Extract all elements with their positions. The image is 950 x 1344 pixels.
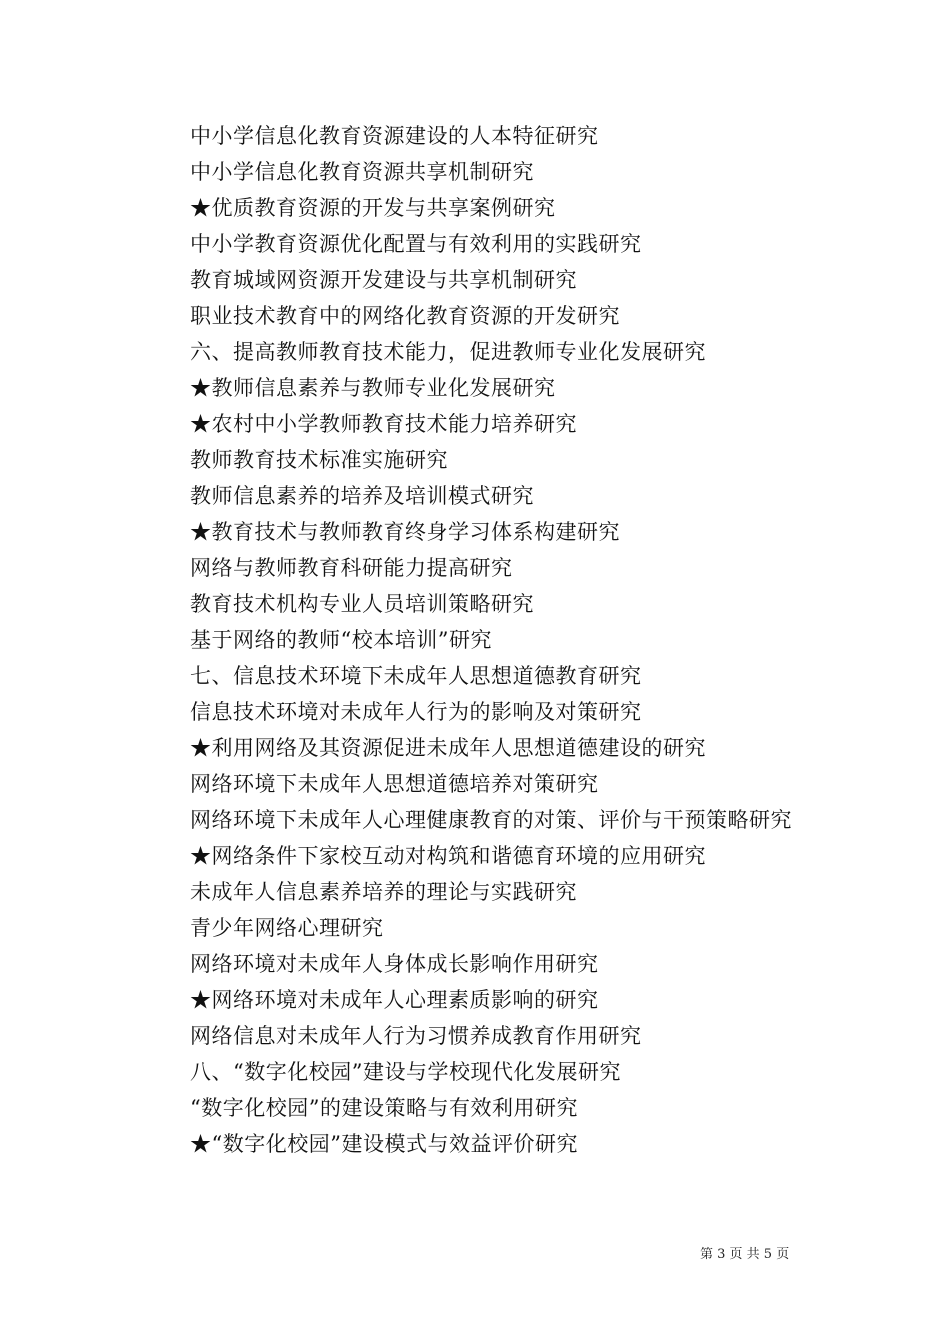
text-line: ★网络环境对未成年人心理素质影响的研究 [190,988,599,1012]
text-line: 教师信息素养的培养及培训模式研究 [190,484,534,508]
text-line: ★农村中小学教师教育技术能力培养研究 [190,412,577,436]
section-heading: 七、信息技术环境下未成年人思想道德教育研究 [190,664,642,688]
text-line: ★利用网络及其资源促进未成年人思想道德建设的研究 [190,736,706,760]
page-number-footer: 第 3 页 共 5 页 [700,1247,790,1262]
text-line-wrapped: 网络环境下未成年人心理健康教育的对策、评价与干预策略研究 [190,808,792,832]
text-line: 中小学信息化教育资源建设的人本特征研究 [190,124,599,148]
text-line: ★教育技术与教师教育终身学习体系构建研究 [190,520,620,544]
text-line: 网络信息对未成年人行为习惯养成教育作用研究 [190,1024,642,1048]
text-line: 教育城域网资源开发建设与共享机制研究 [190,268,577,292]
text-line: 中小学信息化教育资源共享机制研究 [190,160,534,184]
document-body [145,118,810,1162]
text-line: “数字化校园”的建设策略与有效利用研究 [190,1096,578,1120]
text-line: ★“数字化校园”建设模式与效益评价研究 [190,1132,578,1156]
text-line: 基于网络的教师“校本培训”研究 [190,628,492,652]
text-line: 网络与教师教育科研能力提高研究 [190,556,513,580]
section-heading: 八、“数字化校园”建设与学校现代化发展研究 [190,1060,621,1084]
section-heading: 六、提高教师教育技术能力，促进教师专业化发展研究 [190,340,706,364]
text-line: 职业技术教育中的网络化教育资源的开发研究 [190,304,620,328]
text-line: 教育技术机构专业人员培训策略研究 [190,592,534,616]
text-line: 教师教育技术标准实施研究 [190,448,448,472]
text-line: ★教师信息素养与教师专业化发展研究 [190,376,556,400]
text-line: 未成年人信息素养培养的理论与实践研究 [190,880,577,904]
text-line: ★优质教育资源的开发与共享案例研究 [190,196,556,220]
text-line: 信息技术环境对未成年人行为的影响及对策研究 [190,700,642,724]
text-line: 网络环境对未成年人身体成长影响作用研究 [190,952,599,976]
text-line: 青少年网络心理研究 [190,916,384,940]
text-line: 中小学教育资源优化配置与有效利用的实践研究 [190,232,642,256]
text-line: ★网络条件下家校互动对构筑和谐德育环境的应用研究 [190,844,706,868]
text-line: 网络环境下未成年人思想道德培养对策研究 [190,772,599,796]
